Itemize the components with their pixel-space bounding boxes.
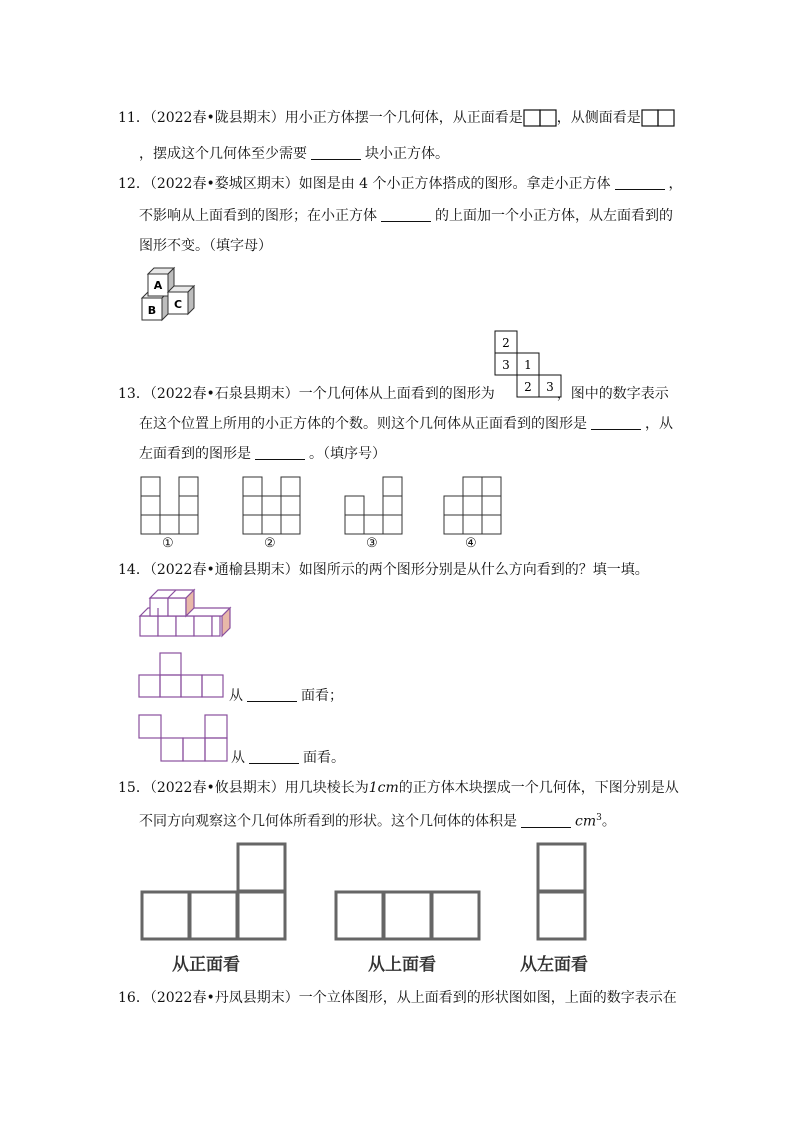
q15-unit: 1cm (368, 780, 399, 796)
q14-text: 从 (229, 688, 243, 704)
q14-row1 (229, 686, 343, 706)
q13-option-4-figure (443, 476, 503, 536)
q15-text: 用几块棱长为 (284, 780, 369, 796)
cube-label-b: B (147, 304, 157, 317)
q11-text: 块小正方体。 (365, 146, 449, 162)
q14-view-figure-1 (138, 652, 228, 698)
q14-text: 面看。 (303, 750, 345, 766)
q13-number: 13． (118, 386, 150, 402)
q12-line2 (139, 206, 673, 226)
option-1-label: ① (162, 536, 174, 551)
q14-3d-figure (138, 588, 234, 640)
cube-label-c: C (173, 298, 183, 311)
q15-unit: cm (575, 813, 597, 830)
q13-line3 (139, 444, 386, 464)
answer-blank[interactable] (521, 813, 571, 828)
q13-option-2-figure (242, 476, 302, 536)
q16-source: （2022春•丹凤县期末） (149, 990, 299, 1006)
caption-front-view: 从正面看 (172, 955, 240, 975)
grid-number: 3 (502, 358, 510, 372)
answer-blank[interactable] (591, 415, 641, 430)
answer-blank[interactable] (255, 445, 305, 460)
q15-text: 不同方向观察这个几何体所看到的形状。这个几何体的体积是 (139, 813, 517, 830)
q11-line2 (139, 144, 449, 164)
q13-text: 在这个位置上所用的小正方体的个数。则这个几何体从正面看到的图形是 (139, 416, 587, 432)
q13-text: ，从 (645, 416, 673, 432)
q14-text: 面看； (301, 688, 343, 704)
q15-line1 (118, 778, 679, 798)
answer-blank[interactable] (615, 175, 665, 190)
q11-text: ，从侧面看是 (556, 110, 641, 126)
q11-source: （2022春•陇县期末） (149, 110, 285, 126)
answer-blank[interactable] (381, 207, 431, 222)
q13-text: ，图中的数字表示 (556, 386, 669, 402)
option-3-label: ③ (366, 536, 378, 551)
grid-number: 1 (524, 358, 532, 372)
q11-front-view-figure (523, 109, 557, 127)
caption-left-view: 从左面看 (520, 955, 588, 975)
caption-top-view: 从上面看 (368, 955, 436, 975)
q12-text: ， (668, 176, 683, 192)
q12-line1 (118, 174, 683, 194)
grid-number: 2 (524, 380, 532, 394)
q14-source: （2022春•通榆县期末） (149, 562, 299, 578)
q13-text: 一个几何体从上面看到的图形为 (298, 386, 495, 402)
q15-number: 15． (118, 780, 150, 796)
q15-source: （2022春•攸县期末） (149, 780, 285, 796)
q12-text: 的上面加一个小正方体，从左面看到的 (435, 208, 673, 224)
q16-number: 16． (118, 990, 150, 1006)
q14-row2 (231, 748, 345, 768)
option-4-label: ④ (465, 536, 477, 551)
q14-text: 如图所示的两个图形分别是从什么方向看到的？填一填。 (298, 562, 649, 578)
q14-line1 (118, 560, 649, 580)
q12-number: 12． (118, 176, 150, 192)
q11-text: 用小正方体摆一个几何体，从正面看是 (284, 110, 523, 126)
q13-source: （2022春•石泉县期末） (149, 386, 299, 402)
q11-text: ，摆成这个几何体至少需要 (139, 146, 307, 162)
q15-top-view-figure (334, 890, 482, 942)
q13-line2 (139, 414, 673, 434)
q14-number: 14． (118, 562, 150, 578)
cube-label-a: A (153, 279, 163, 292)
q13-line1 (118, 384, 669, 404)
q14-view-figure-2 (138, 714, 230, 764)
q15-superscript: 3 (596, 813, 602, 823)
q13-text: 。（填序号） (309, 446, 386, 462)
q15-left-view-figure (536, 842, 588, 942)
option-2-label: ② (264, 536, 276, 551)
q16-text: 一个立体图形，从上面看到的形状图如图，上面的数字表示在 (298, 990, 677, 1006)
q11-side-view-figure (641, 109, 675, 127)
q11-line1 (118, 108, 675, 128)
q15-text: 的正方体木块摆成一个几何体，下图分别是从 (398, 780, 679, 796)
grid-number: 3 (546, 380, 554, 394)
answer-blank[interactable] (249, 749, 299, 764)
q13-option-3-figure (344, 476, 404, 536)
q13-option-1-figure (140, 476, 200, 536)
q16-line1 (118, 988, 677, 1008)
q15-text: 。 (601, 813, 616, 830)
q13-text: 左面看到的图形是 (139, 446, 251, 462)
q11-number: 11． (118, 110, 150, 126)
q12-text: 如图是由 4 个小正方体搭成的图形。拿走小正方体 (298, 176, 611, 192)
grid-number: 2 (502, 336, 510, 350)
q12-line3 (139, 236, 272, 256)
q15-line2 (139, 808, 616, 832)
q12-text: 图形不变。（填字母） (139, 238, 272, 254)
q12-cube-figure (138, 264, 198, 324)
answer-blank[interactable] (247, 687, 297, 702)
q12-source: （2022春•婺城区期末） (149, 176, 299, 192)
answer-blank[interactable] (311, 145, 361, 160)
q12-text: 不影响从上面看到的图形；在小正方体 (139, 208, 377, 224)
q14-text: 从 (231, 750, 245, 766)
q15-front-view-figure (140, 842, 288, 942)
